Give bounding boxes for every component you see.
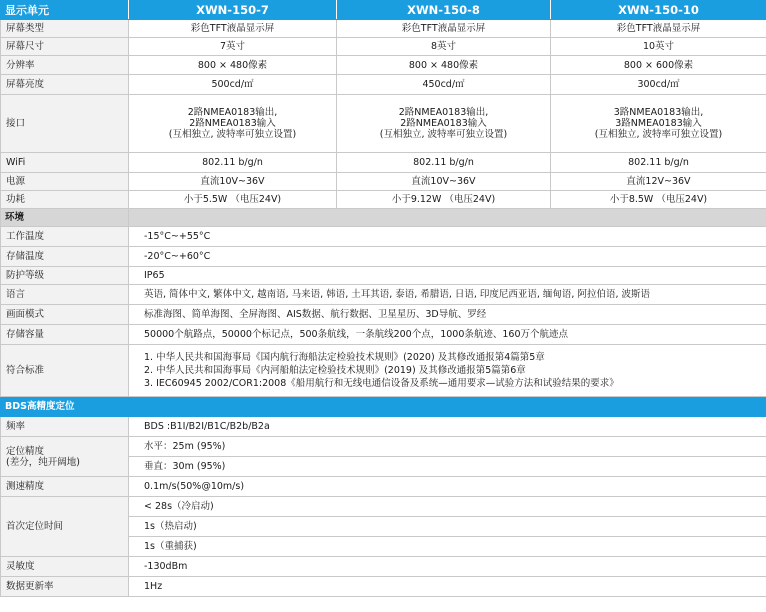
cell-value: 彩色TFT液晶显示屏 (129, 20, 337, 38)
header-row (1, 1, 766, 20)
row-label: 符合标准 (1, 345, 129, 397)
cell-value: 802.11 b/g/n (129, 153, 337, 173)
cell-value: -15°C~+55°C (129, 227, 766, 247)
row-label: 屏幕亮度 (1, 75, 129, 95)
spec-row (1, 191, 766, 209)
row-label: 接口 (1, 95, 129, 153)
cell-value: 8英寸 (337, 38, 551, 56)
header-title: 显示单元 (1, 1, 129, 20)
row-label: 灵敏度 (1, 557, 129, 577)
cell-value: 1Hz (129, 577, 766, 597)
model-name: XWN-150-10 (551, 1, 766, 20)
cell-value: 7英寸 (129, 38, 337, 56)
row-label: WiFi (1, 153, 129, 173)
spec-row (1, 173, 766, 191)
row-label: 语言 (1, 285, 129, 305)
cell-value: IP65 (129, 267, 766, 285)
row-label: 测速精度 (1, 477, 129, 497)
cell-value: < 28s（冷启动) (129, 497, 766, 517)
spec-row (1, 577, 766, 597)
cell-value: 802.11 b/g/n (337, 153, 551, 173)
row-label: 功耗 (1, 191, 129, 209)
spec-row (1, 247, 766, 267)
cell-value: 彩色TFT液晶显示屏 (551, 20, 766, 38)
row-label: 工作温度 (1, 227, 129, 247)
row-label: 防护等级 (1, 267, 129, 285)
cell-value: 0.1m/s(50%@10m/s) (129, 477, 766, 497)
cell-value: 垂直：30m (95%) (129, 457, 766, 477)
section-header-environment (1, 209, 766, 227)
cell-value: 小于9.12W （电压24V) (337, 191, 551, 209)
spec-row (1, 227, 766, 247)
cell-value: 1s（热启动) (129, 517, 766, 537)
cell-value: 800 × 480像素 (129, 56, 337, 75)
section-header-bds (1, 397, 766, 417)
spec-row (1, 38, 766, 56)
spec-row (1, 497, 766, 517)
row-label: 频率 (1, 417, 129, 437)
row-label: 存储温度 (1, 247, 129, 267)
row-label: 分辨率 (1, 56, 129, 75)
cell-value: BDS :B1I/B2I/B1C/B2b/B2a (129, 417, 766, 437)
spec-row (1, 95, 766, 153)
spec-row (1, 153, 766, 173)
spec-row (1, 325, 766, 345)
cell-value: 直流10V~36V (129, 173, 337, 191)
model-name: XWN-150-8 (337, 1, 551, 20)
cell-value: 直流10V~36V (337, 173, 551, 191)
cell-value: 450cd/㎡ (337, 75, 551, 95)
cell-value: 50000个航路点，50000个标记点，500条航线，一条航线200个点，1000条航迹、160万个航迹点 (129, 325, 766, 345)
cell-value: 800 × 480像素 (337, 56, 551, 75)
cell-value: 2路NMEA0183输出, 2路NMEA0183输入 (互相独立, 波特率可独立设置) (129, 95, 337, 153)
cell-value: 1. 中华人民共和国海事局《国内航行海船法定检验技术规则》(2020) 及其修改通报第4篇第5章 2. 中华人民共和国海事局《内河船舶法定检验技术规则》(2019) 及其修改通报第5篇第6章 3. IEC60945 2002/COR1:2008《船用航行和无线电通信设备及系统—通用要求—试验方法和试验结果的要求》 (129, 345, 766, 397)
cell-value: 802.11 b/g/n (551, 153, 766, 173)
row-label: 首次定位时间 (1, 497, 129, 557)
row-label: 画面模式 (1, 305, 129, 325)
cell-value: 水平：25m (95%) (129, 437, 766, 457)
spec-row (1, 305, 766, 325)
section-title: 环境 (1, 209, 129, 227)
spec-row (1, 285, 766, 305)
section-title: BDS高精度定位 (1, 397, 129, 417)
cell-value: 小于5.5W （电压24V) (129, 191, 337, 209)
row-label: 存储容量 (1, 325, 129, 345)
spec-row (1, 75, 766, 95)
cell-value: 2路NMEA0183输出, 2路NMEA0183输入 (互相独立, 波特率可独立设置) (337, 95, 551, 153)
cell-value: -130dBm (129, 557, 766, 577)
cell-value: -20°C~+60°C (129, 247, 766, 267)
spec-row (1, 477, 766, 497)
row-label: 屏幕尺寸 (1, 38, 129, 56)
cell-value: 500cd/㎡ (129, 75, 337, 95)
cell-value: 10英寸 (551, 38, 766, 56)
model-name: XWN-150-7 (129, 1, 337, 20)
spec-row (1, 557, 766, 577)
spec-row (1, 267, 766, 285)
spec-row (1, 56, 766, 75)
spec-row (1, 20, 766, 38)
spec-row (1, 417, 766, 437)
row-label: 定位精度 (差分，纯开阔地) (1, 437, 129, 477)
cell-value: 300cd/㎡ (551, 75, 766, 95)
cell-value: 彩色TFT液晶显示屏 (337, 20, 551, 38)
cell-value: 标准海图、简单海图、全屏海图、AIS数据、航行数据、卫星星历、3D导航、罗经 (129, 305, 766, 325)
row-label: 屏幕类型 (1, 20, 129, 38)
cell-value: 1s（重捕获) (129, 537, 766, 557)
cell-value: 800 × 600像素 (551, 56, 766, 75)
row-label: 数据更新率 (1, 577, 129, 597)
cell-value: 3路NMEA0183输出, 3路NMEA0183输入 (互相独立, 波特率可独立设置) (551, 95, 766, 153)
cell-value: 小于8.5W （电压24V) (551, 191, 766, 209)
row-label: 电源 (1, 173, 129, 191)
spec-row (1, 437, 766, 457)
spec-row (1, 345, 766, 397)
cell-value: 直流12V~36V (551, 173, 766, 191)
cell-value: 英语, 简体中文, 繁体中文, 越南语, 马来语, 韩语, 土耳其语, 泰语, 希腊语, 日语, 印度尼西亚语, 缅甸语, 阿拉伯语, 波斯语 (129, 285, 766, 305)
